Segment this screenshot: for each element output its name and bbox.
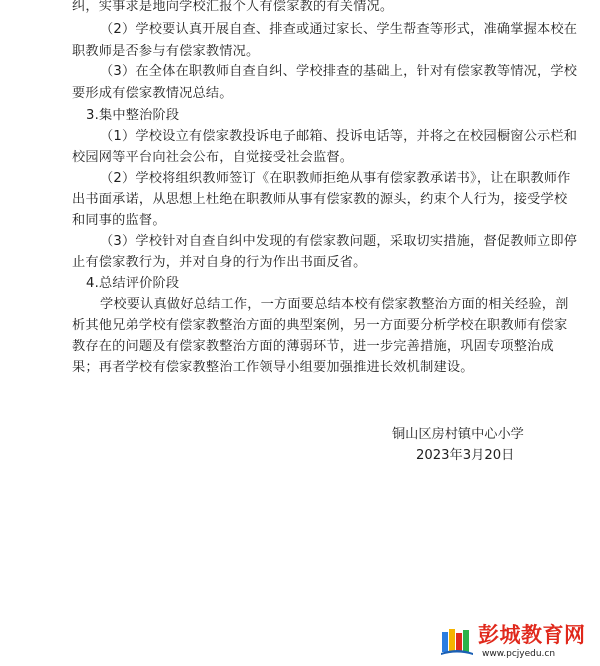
paragraph-line: （2）学校将组织教师签订《在职教师拒绝从事有偿家教承诺书》，让在职教师作: [100, 171, 571, 186]
watermark-url: www.pcjyedu.cn: [482, 649, 556, 659]
books-icon: [440, 626, 474, 656]
section-heading: 3.集中整治阶段: [86, 108, 180, 123]
paragraph-line: （1）学校设立有偿家教投诉电子邮箱、投诉电话等，并将之在校园橱窗公示栏和: [100, 129, 578, 144]
paragraph-line: 学校要认真做好总结工作，一方面要总结本校有偿家教整治方面的相关经验，剖: [100, 297, 569, 312]
signature-date: 2023年3月20日: [416, 448, 515, 463]
paragraph-line: 和同事的监督。: [72, 213, 166, 228]
paragraph-line: 出书面承诺，从思想上杜绝在职教师从事有偿家教的源头，约束个人行为，接受学校: [72, 192, 568, 207]
watermark-title: 彭城教育网: [478, 623, 586, 647]
paragraph-line: 果；再者学校有偿家教整治工作领导小组要加强推进长效机制建设。: [72, 360, 474, 375]
paragraph-line: 止有偿家教行为，并对自身的行为作出书面反省。: [72, 255, 367, 270]
paragraph-line: 职教师是否参与有偿家教情况。: [72, 44, 260, 59]
paragraph-line: （2）学校要认真开展自查、排查或通过家长、学生帮查等形式，准确掌握本校在: [100, 22, 578, 37]
paragraph-line: 校园网等平台向社会公布，自觉接受社会监督。: [72, 150, 354, 165]
section-heading: 4.总结评价阶段: [86, 276, 180, 291]
paragraph-line: （3）在全体在职教师自查自纠、学校排查的基础上，针对有偿家教等情况，学校: [100, 64, 578, 79]
site-watermark: [440, 622, 590, 662]
paragraph-line: 教存在的问题及有偿家教整治方面的薄弱环节，进一步完善措施，巩固专项整治成: [72, 339, 554, 354]
signature-organization: 铜山区房村镇中心小学: [392, 427, 524, 442]
paragraph-line: 要形成有偿家教情况总结。: [72, 86, 233, 101]
paragraph-line: 析其他兄弟学校有偿家教整治方面的典型案例，另一方面要分析学校在职教师有偿家: [72, 318, 568, 333]
paragraph-line: （3）学校针对自查自纠中发现的有偿家教问题，采取切实措施，督促教师立即停: [100, 234, 578, 249]
paragraph-line: 纠，实事求是地向学校汇报个人有偿家教的有关情况。: [72, 0, 394, 14]
